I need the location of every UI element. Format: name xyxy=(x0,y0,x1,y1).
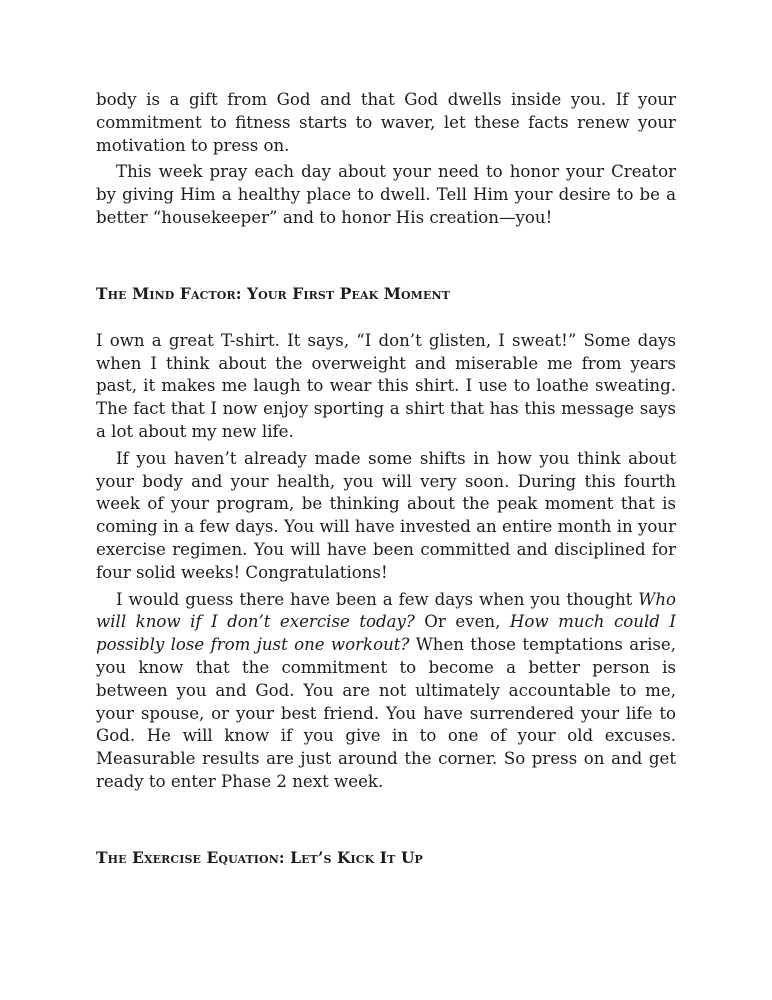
intro-paragraph-1: body is a gift from God and that God dwells inside you. If your commitment to fitness starts to waver, let these facts renew your motivation to press on. xyxy=(96,90,676,155)
text-segment: I would guess there have been a few days when you thought xyxy=(116,589,639,609)
text-segment: Or even, xyxy=(414,612,510,632)
page-content xyxy=(96,89,676,868)
text-segment: When those temptations arise, you know that the commitment to become a better person is between you and God. You are not ultimately accountable to me, your spouse, or your best friend. You have surrendered your life to God. He will know if you give in to one of your old excuses. Measurable results are just around the corner. So press on and get ready to enter Phase 2 next week. xyxy=(96,635,676,791)
italic-thought-1: Who will know if I don’t exercise today? xyxy=(96,589,676,632)
mind-factor-body xyxy=(96,330,676,794)
mind-factor-paragraph-3 xyxy=(96,589,676,794)
mind-factor-paragraph-1: I own a great T-shirt. It says, “I don’t glisten, I sweat!” Some days when I think about the overweight and miserable me from years past, it makes me laugh to wear this shirt. I use to loathe sweating. The fact that I now enjoy sporting a shirt that has this message says a lot about my new life. xyxy=(96,330,676,441)
section-heading-mind-factor: The Mind Factor: Your First Peak Moment xyxy=(96,283,450,303)
section-heading-exercise-equation: The Exercise Equation: Let’s Kick It Up xyxy=(96,847,423,867)
mind-factor-paragraph-2: If you haven’t already made some shifts in how you think about your body and your health, you will very soon. During this fourth week of your program, be thinking about the peak moment that is coming in a few days. You will have invested an entire month in your exercise regimen. You will have been committed and disciplined for four solid weeks! Congratulations! xyxy=(96,448,676,582)
intro-paragraph-2: This week pray each day about your need to honor your Creator by giving Him a healthy place to dwell. Tell Him your desire to be a better “housekeeper” and to honor His creation—you! xyxy=(96,162,676,227)
italic-thought-2: How much could I possibly lose from just one workout? xyxy=(96,612,676,655)
